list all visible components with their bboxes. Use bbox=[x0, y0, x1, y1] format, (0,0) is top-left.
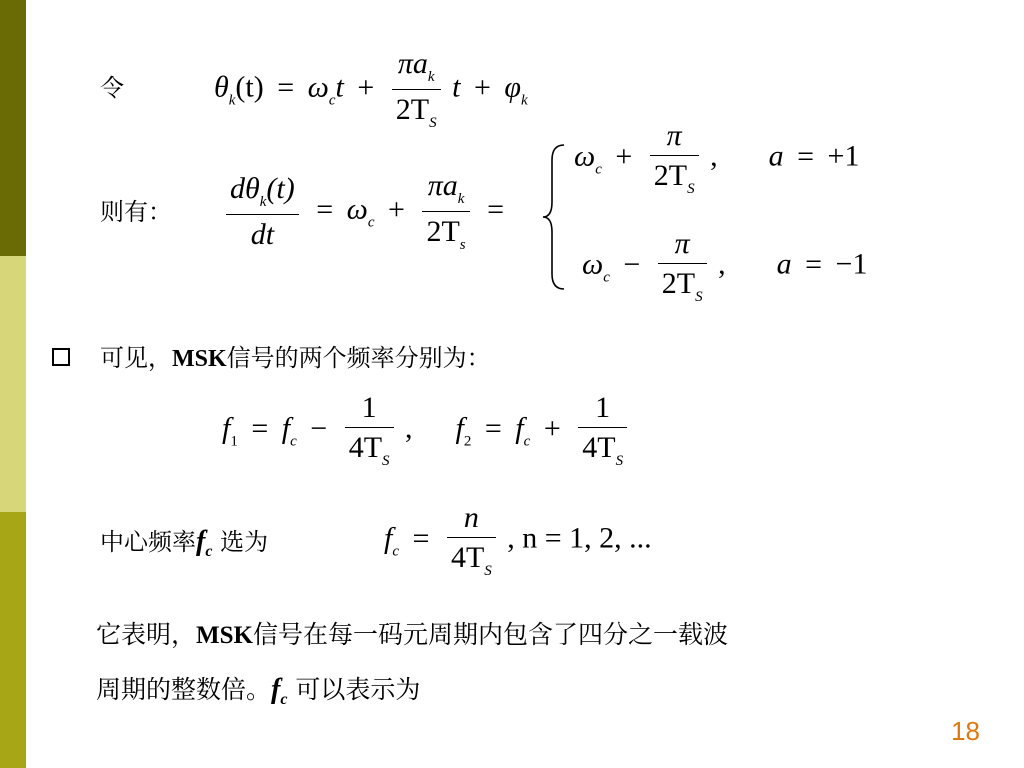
eq-subscript: S bbox=[695, 288, 703, 305]
bullet-text-part: 可见， bbox=[100, 344, 172, 372]
equation-case-minus bbox=[582, 228, 867, 305]
eq-denominator: 2T bbox=[395, 92, 430, 126]
eq-fraction bbox=[345, 392, 394, 469]
eq-subscript: s bbox=[459, 236, 466, 253]
paragraph-msk: MSK bbox=[196, 622, 253, 649]
sidebar-band-top bbox=[0, 0, 26, 256]
equation-center-frequency bbox=[384, 502, 652, 579]
checkbox-bullet-icon bbox=[52, 348, 70, 366]
paragraph-text: 它表明， bbox=[96, 620, 197, 649]
center-frequency-label bbox=[100, 528, 268, 560]
eq-symbol: ω bbox=[307, 70, 329, 104]
eq-operator: = bbox=[484, 411, 502, 445]
bullet-text bbox=[100, 346, 491, 371]
eq-operator: = bbox=[316, 192, 334, 226]
eq-fraction bbox=[578, 392, 627, 469]
paragraph-text: 周期的整数倍。 bbox=[96, 675, 272, 704]
eq-subscript: c bbox=[595, 161, 602, 178]
paragraph-text: 信号在每一码元周期内包含了四分之一载波 bbox=[252, 620, 728, 649]
eq-numerator: π bbox=[674, 227, 690, 260]
equation-derivative bbox=[222, 170, 510, 254]
paragraph-line-2 bbox=[96, 676, 420, 708]
eq-symbol: f bbox=[515, 411, 524, 445]
eq-fraction bbox=[650, 120, 699, 197]
center-freq-text: 中心频率 bbox=[100, 528, 196, 556]
eq-tail: , n = 1, 2, ... bbox=[507, 521, 652, 555]
eq-subscript: k bbox=[228, 92, 236, 109]
eq-operator: − bbox=[310, 411, 328, 445]
eq-subscript: k bbox=[259, 194, 267, 211]
eq-operator: + bbox=[543, 411, 561, 445]
eq-fraction bbox=[226, 173, 299, 250]
eq-denominator: 4T bbox=[450, 540, 485, 574]
paragraph-line-1 bbox=[96, 622, 728, 648]
eq-symbol: f bbox=[455, 411, 464, 445]
paragraph-variable: $f_c$ bbox=[271, 674, 288, 708]
then-label: 则有： bbox=[100, 198, 172, 226]
page-number: 18 bbox=[951, 716, 980, 746]
lead-word: 令 bbox=[100, 74, 124, 102]
eq-subscript: c bbox=[523, 433, 531, 450]
eq-subscript: S bbox=[615, 452, 624, 469]
eq-operator: = bbox=[797, 139, 815, 173]
eq-comma: , bbox=[710, 139, 718, 173]
eq-fraction bbox=[392, 48, 441, 132]
eq-symbol: f bbox=[281, 411, 291, 445]
eq-subscript: c bbox=[392, 543, 400, 560]
eq-operator: + bbox=[615, 139, 633, 173]
paragraph-text: 可以表示为 bbox=[295, 675, 421, 704]
eq-fraction bbox=[658, 228, 707, 305]
eq-argument: (t) bbox=[235, 70, 264, 104]
eq-subscript: S bbox=[382, 452, 390, 469]
eq-denominator: 2T bbox=[661, 266, 696, 300]
eq-operator: + bbox=[473, 70, 491, 104]
decorative-sidebar bbox=[0, 0, 26, 768]
eq-operator: = bbox=[805, 247, 823, 281]
eq-operator: = bbox=[487, 192, 505, 226]
eq-subscript: c bbox=[290, 433, 297, 450]
eq-numerator: πa bbox=[397, 47, 428, 80]
bullet-msk: MSK bbox=[172, 346, 227, 372]
eq-operator: + bbox=[388, 192, 405, 226]
eq-operator: = bbox=[251, 411, 269, 445]
cases-brace-icon bbox=[540, 142, 570, 292]
eq-denominator: 4T bbox=[582, 430, 616, 464]
eq-subscript: S bbox=[429, 114, 437, 131]
center-freq-text: 选为 bbox=[220, 528, 269, 556]
eq-operator: = bbox=[412, 521, 430, 555]
eq-subscript: 2 bbox=[463, 433, 472, 450]
eq-value: +1 bbox=[827, 139, 860, 173]
eq-symbol: t bbox=[335, 70, 344, 104]
equation-theta-definition bbox=[214, 48, 528, 132]
eq-subscript: k bbox=[457, 191, 465, 207]
eq-fraction bbox=[447, 502, 496, 579]
eq-denominator: 4T bbox=[348, 430, 383, 464]
eq-subscript: S bbox=[484, 562, 492, 579]
eq-operator: − bbox=[623, 247, 641, 281]
eq-symbol: a bbox=[776, 247, 792, 281]
eq-symbol: ω bbox=[574, 139, 596, 173]
eq-numerator: n bbox=[463, 501, 479, 534]
eq-operator: = bbox=[277, 70, 295, 104]
eq-subscript: c bbox=[603, 269, 610, 286]
eq-operator: + bbox=[357, 70, 375, 104]
eq-argument: (t) bbox=[266, 172, 295, 206]
eq-numerator: dθ bbox=[230, 172, 260, 206]
eq-fraction bbox=[422, 170, 469, 254]
eq-denominator: 2T bbox=[426, 214, 460, 248]
eq-numerator: 1 bbox=[361, 391, 377, 424]
eq-subscript: k bbox=[521, 92, 528, 109]
eq-comma: , bbox=[405, 411, 413, 445]
eq-subscript: k bbox=[427, 69, 435, 85]
eq-denominator: dt bbox=[250, 217, 275, 251]
center-freq-variable: $f_c$ bbox=[196, 526, 213, 560]
bullet-text-part: 信号的两个频率分别为： bbox=[226, 344, 491, 372]
eq-symbol: a bbox=[768, 139, 784, 173]
eq-symbol: θ bbox=[214, 70, 229, 104]
eq-subscript: c bbox=[328, 92, 336, 109]
equation-case-plus bbox=[574, 120, 859, 197]
eq-denominator: 2T bbox=[653, 158, 688, 192]
eq-numerator: π bbox=[666, 119, 682, 152]
eq-value: −1 bbox=[835, 247, 868, 281]
eq-symbol: φ bbox=[504, 70, 521, 104]
eq-symbol: t bbox=[452, 70, 461, 104]
eq-symbol: ω bbox=[346, 192, 368, 226]
eq-symbol: ω bbox=[582, 247, 604, 281]
eq-symbol: f bbox=[222, 411, 231, 445]
eq-subscript: c bbox=[367, 214, 375, 231]
eq-comma: , bbox=[718, 247, 726, 281]
eq-subscript: S bbox=[687, 180, 695, 197]
eq-numerator: πa bbox=[427, 169, 458, 202]
eq-symbol: f bbox=[384, 521, 393, 555]
eq-subscript: 1 bbox=[230, 433, 238, 450]
sidebar-band-bottom bbox=[0, 512, 26, 768]
eq-numerator: 1 bbox=[595, 391, 611, 424]
equation-frequencies bbox=[222, 392, 631, 469]
sidebar-band-middle bbox=[0, 256, 26, 512]
